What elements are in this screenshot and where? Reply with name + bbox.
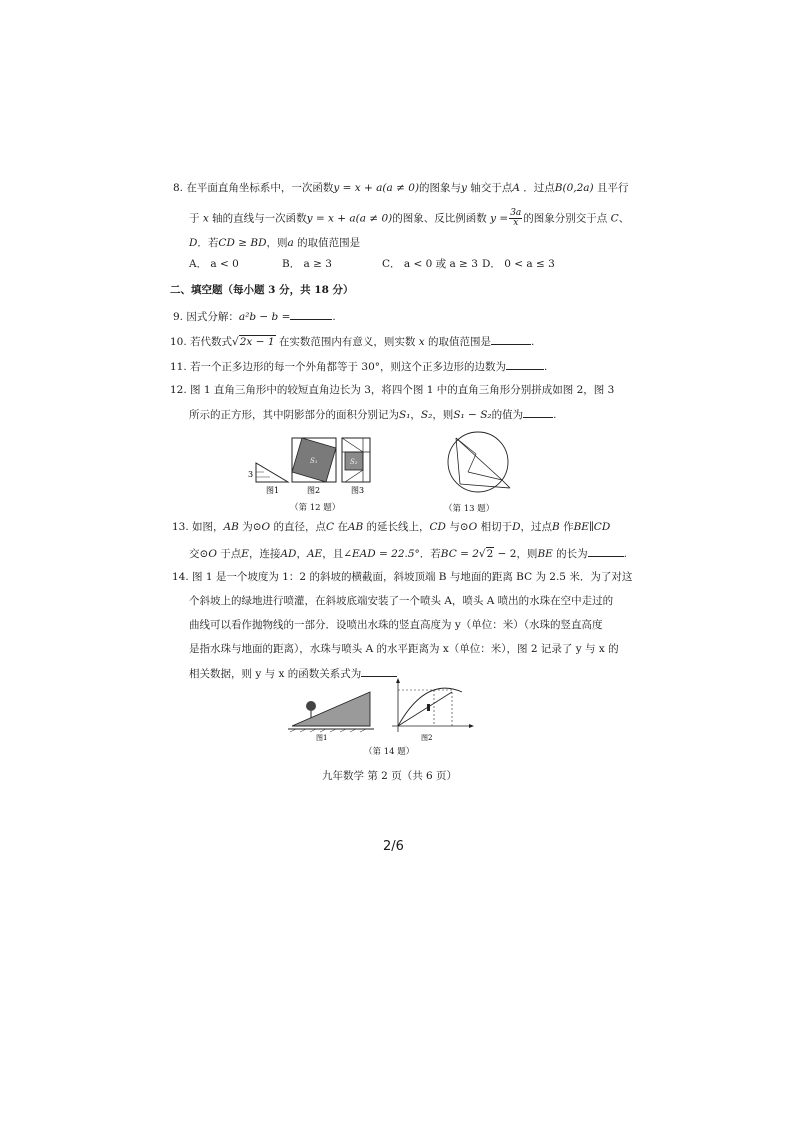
answer-blank[interactable] (588, 546, 624, 557)
fig14-caption-1: 图1 (316, 734, 328, 742)
q14-line4: 是指水珠与地面的距离），水珠与喷头 A 的水平距离为 x（单位：米），图 2 记录了 y 与 x 的 (189, 643, 619, 655)
q8-option-b: B． a ≥ 3 (282, 258, 332, 270)
q14-line1: 14. 图 1 是一个坡度为 1：2 的斜坡的横截面，斜坡顶端 B 与地面的距离 BC 为 2.5 米．为了对这 (172, 571, 633, 583)
page-indicator: 2/6 (383, 839, 404, 854)
fig12-caption-1: 图1 (266, 486, 280, 495)
fig12-caption-2: 图2 (307, 486, 321, 495)
q13-line1: 13. 如图，AB 为⊙O 的直径，点C 在AB 的延长线上，CD 与⊙O 相切于D，过点B 作BE∥CD (172, 521, 611, 533)
q14-line3: 曲线可以看作抛物线的一部分．设喷出水珠的竖直高度为 y（单位：米）（水珠的竖直高度 (189, 619, 603, 631)
fig14-caption-2: 图2 (421, 734, 433, 742)
answer-blank[interactable] (491, 334, 531, 345)
figure-13 (440, 428, 522, 498)
q8-option-d: D． 0 < a ≤ 3 (482, 258, 555, 270)
figure-14 (286, 674, 478, 742)
figure-12 (244, 430, 380, 502)
q12-line1: 12. 图 1 直角三角形中的较短直角边长为 3，将四个图 1 中的直角三角形分别拼成如图 2，图 3 (170, 384, 615, 396)
q13-line2: 交⊙O 于点E，连接AD，AE，且∠EAD = 22.5°．若BC = 2√2 − 2，则BE 的长为 . (189, 548, 628, 560)
fig12-triangle (256, 463, 288, 482)
q14-line2: 个斜坡上的绿地进行喷灌，在斜坡底端安装了一个喷头 A，喷头 A 喷出的水珠在空中走过的 (189, 595, 614, 607)
fig14-graph (392, 678, 474, 732)
section-title-fill-in: 二、填空题（每小题 3 分，共 18 分） (170, 284, 354, 296)
fig12-caption-3: 图3 (351, 486, 365, 495)
q12-line2: 所示的正方形，其中阴影部分的面积分别记为S₁，S₂，则S₁ − S₂的值为 . (189, 409, 557, 421)
caption-q13: （第 13 题） (444, 504, 495, 514)
fig12-s2-label: S₂ (350, 458, 358, 466)
caption-q12: （第 12 题） (290, 503, 341, 513)
q8-option-c: C． a < 0 或 a ≥ 3 (382, 258, 478, 270)
page-footer: 九年数学 第 2 页（共 6 页） (322, 770, 458, 782)
fig14-slope (288, 692, 374, 732)
answer-blank[interactable] (523, 407, 553, 418)
caption-q14: （第 14 题） (364, 747, 415, 757)
fig12-s1-label: S₁ (310, 457, 318, 465)
q8-option-a: A． a < 0 (189, 258, 239, 270)
q8-line2: 于 x 轴的直线与一次函数y = x + a(a ≠ 0)的图象、反比例函数 y = $\frac{3a}{x}$ 的图象分别交于点 C、 (189, 208, 630, 228)
q9: 9. 因式分解：a²b − b = . (173, 311, 336, 323)
answer-blank[interactable] (506, 359, 544, 370)
q14-line5: 相关数据，则 y 与 x 的函数关系式为 (189, 666, 397, 681)
q10: 10. 若代数式√2x − 1 在实数范围内有意义，则实数 x 的取值范围是 . (170, 336, 535, 348)
q8-line3: D．若CD ≥ BD，则a 的取值范围是 (189, 237, 361, 249)
tree-icon (306, 701, 316, 711)
q11: 11. 若一个正多边形的每一个外角都等于 30°，则这个正多边形的边数为 . (170, 361, 548, 373)
fig13-circle (448, 432, 508, 492)
answer-blank[interactable] (290, 309, 332, 320)
q8-line1: 8. 在平面直角坐标系中，一次函数y = x + a(a ≠ 0)的图象与y 轴交于点A ．过点B(0,2a) 且平行 (173, 182, 629, 194)
fig12-short-leg-label: 3 (248, 470, 254, 479)
